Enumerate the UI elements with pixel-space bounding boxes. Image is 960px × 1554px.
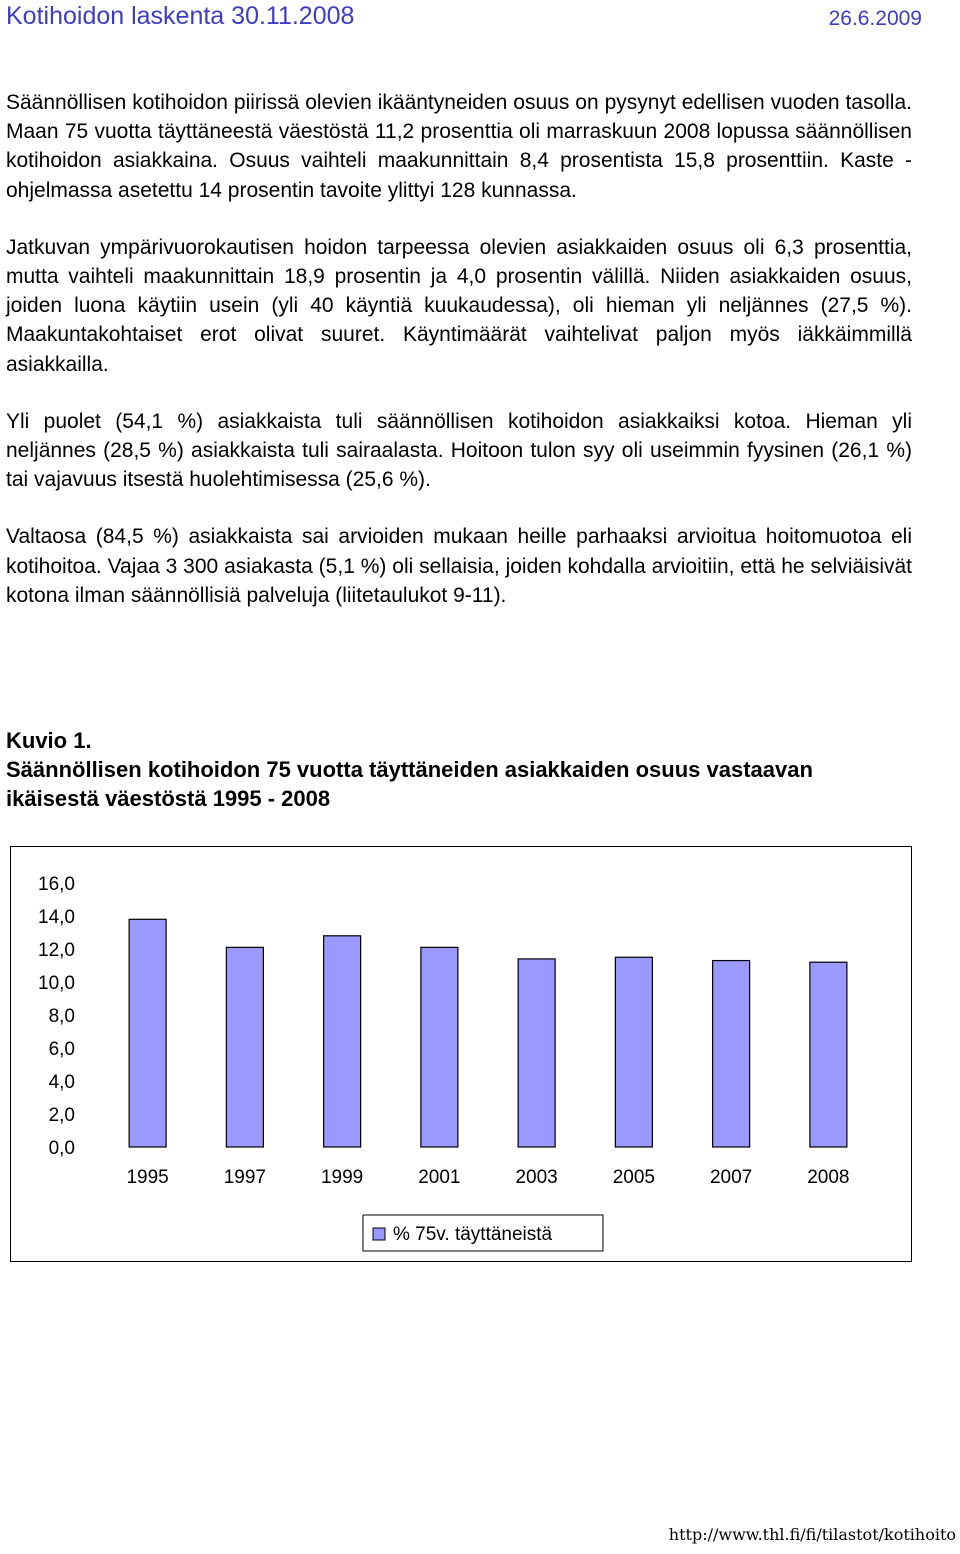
figure-caption: Säännöllisen kotihoidon 75 vuotta täyttäneiden asiakkaiden osuus vastaavan ikäisestä väestöstä 1995 - 2008 — [6, 757, 813, 811]
bar — [421, 947, 458, 1147]
bar — [810, 962, 847, 1147]
paragraph: Jatkuvan ympärivuorokautisen hoidon tarpeessa olevien asiakkaiden osuus oli 6,3 prosenttia, mutta vaihteli maakunnittain 18,9 prosentin ja 4,0 prosentin välillä. Niiden asiakkaiden osuus, joiden luona käytiin usein (yli 40 käyntiä kuukaudessa), oli hieman yli neljännes (27,5 %). Maakuntakohtaiset erot olivat suuret. Käyntimäärät vaihtelivat paljon myös iäkkäimmillä asiakkailla. — [6, 235, 912, 376]
legend-label: % 75v. täyttäneistä — [393, 1224, 553, 1245]
x-tick-label: 2007 — [709, 1167, 753, 1188]
page-header — [6, 2, 922, 36]
x-tick-label: 2001 — [418, 1167, 461, 1188]
bar — [518, 959, 555, 1147]
y-tick-label: 0,0 — [48, 1138, 75, 1159]
y-tick-label: 10,0 — [38, 973, 75, 994]
bar — [226, 947, 263, 1147]
y-tick-label: 12,0 — [38, 940, 75, 961]
x-tick-label: 1999 — [320, 1167, 364, 1188]
paragraph: Valtaosa (84,5 %) asiakkaista sai arvioiden mukaan heille parhaaksi arvioitua hoitomuotoa eli kotihoitoa. Vajaa 3 300 asiakasta (5,1 %) oli sellaisia, joiden kohdalla arvioitiin, että he selviäisivät kotona ilman säännöllisiä palveluja (liitetaulukot 9-11). — [6, 525, 912, 607]
y-tick-label: 6,0 — [48, 1039, 75, 1060]
bar — [713, 961, 750, 1147]
x-tick-label: 2008 — [807, 1167, 850, 1188]
legend-swatch — [373, 1228, 385, 1240]
chart-frame — [10, 846, 912, 1262]
y-tick-label: 8,0 — [48, 1006, 75, 1027]
figure-label: Kuvio 1. — [6, 728, 92, 753]
x-tick-label: 2005 — [612, 1167, 656, 1188]
x-tick-label: 1997 — [223, 1167, 267, 1188]
bar — [615, 957, 652, 1147]
figure-heading — [6, 726, 906, 813]
paragraph: Säännöllisen kotihoidon piirissä olevien ikääntyneiden osuus on pysynyt edellisen vuoden tasolla. Maan 75 vuotta täyttäneestä väestöstä 11,2 prosenttia oli marraskuun 2008 lopussa säännöllisen kotihoidon asiakkaina. Osuus vaihteli maakunnittain 8,4 prosentista 15,8 prosenttiin. Kaste -ohjelmassa asetettu 14 prosentin tavoite ylittyi 128 kunnassa. — [6, 91, 912, 202]
y-tick-label: 14,0 — [38, 907, 75, 928]
x-tick-label: 2003 — [515, 1167, 558, 1188]
x-tick-label: 1995 — [126, 1167, 169, 1188]
bar — [129, 919, 166, 1147]
y-tick-label: 2,0 — [48, 1105, 75, 1126]
footer-url[interactable]: http://www.thl.fi/fi/tilastot/kotihoito — [668, 1525, 956, 1544]
paragraph: Yli puolet (54,1 %) asiakkaista tuli säännöllisen kotihoidon asiakkaiksi kotoa. Hieman yli neljännes (28,5 %) asiakkaista tuli sairaalasta. Hoitoon tulon syy oli useimmin fyysinen (26,1 %) tai vajavuus itsestä huolehtimisessa (25,6 %). — [6, 409, 912, 492]
body-text — [6, 88, 912, 638]
header-date: 26.6.2009 — [828, 7, 922, 30]
y-tick-label: 4,0 — [48, 1072, 75, 1093]
bar-chart — [11, 847, 911, 1261]
bar — [324, 936, 361, 1147]
header-title: Kotihoidon laskenta 30.11.2008 — [6, 2, 355, 30]
y-tick-label: 16,0 — [38, 874, 75, 895]
